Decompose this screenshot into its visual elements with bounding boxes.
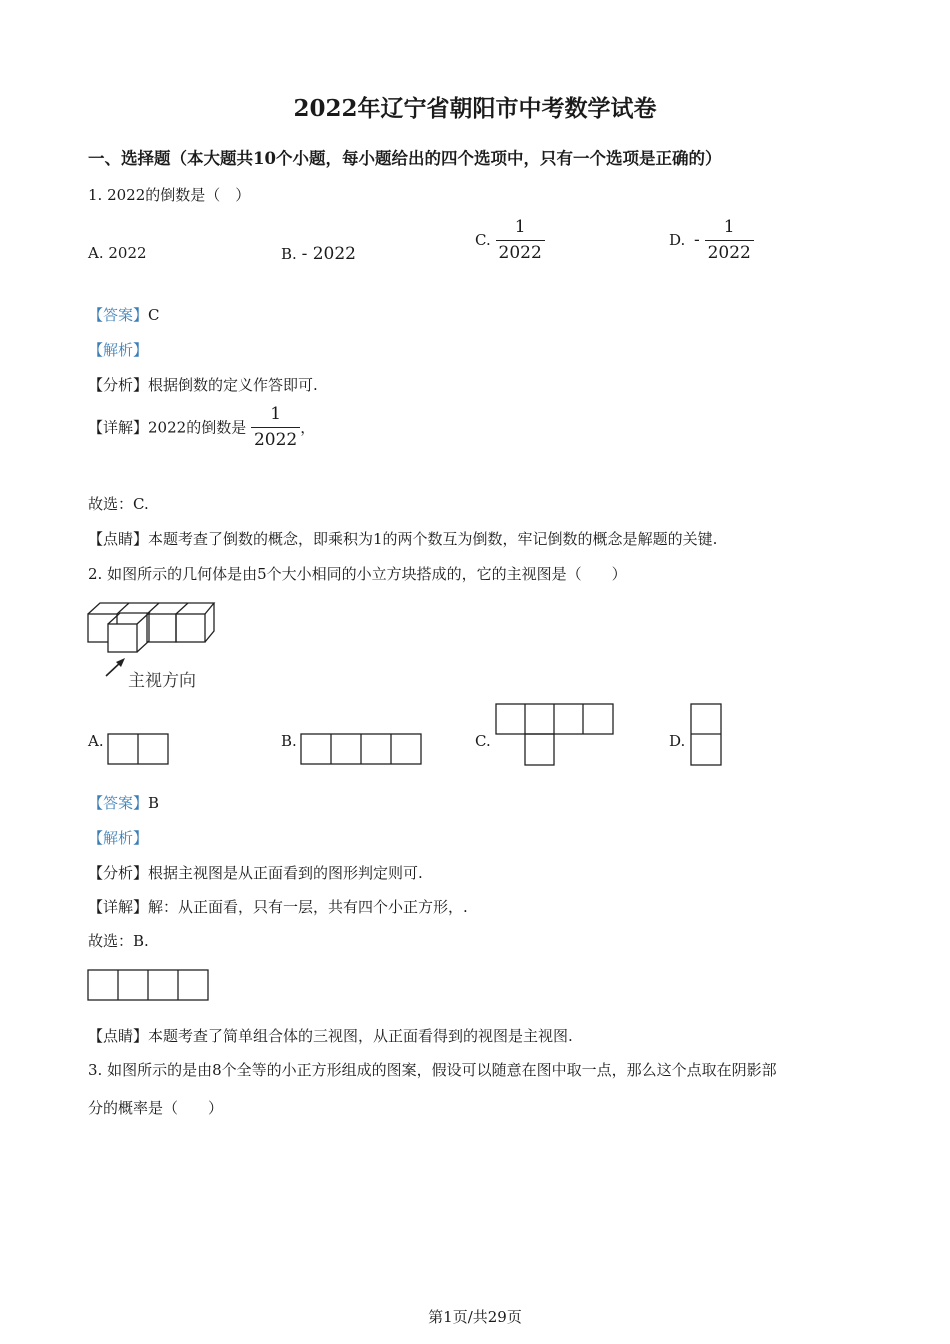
dianjing-tag: 【点睛】 [88, 1027, 149, 1045]
q2-fenxi [88, 862, 423, 883]
q2-answer [88, 792, 159, 813]
fraction-denominator: 2022 [496, 240, 545, 263]
answer-tag: 【答案】 [88, 794, 149, 812]
fraction-numerator: 1 [514, 217, 526, 237]
q2-option-c-figure [493, 702, 617, 768]
fraction-denominator: 2022 [705, 240, 754, 263]
q1-option-b-label: B. [281, 245, 297, 263]
fenxi-text: 根据倒数的定义作答即可. [148, 376, 318, 394]
cube-back-row [88, 603, 214, 642]
q1-option-c-label: C. [475, 231, 491, 249]
q2-option-a-figure [106, 732, 170, 766]
q1-answer [88, 304, 160, 325]
fraction-denominator: 2022 [251, 427, 300, 450]
q3-stem-line2: 分的概率是（ ） [88, 1099, 224, 1117]
dianjing-text: 本题考查了简单组合体的三视图，从正面看得到的视图是主视图. [148, 1027, 573, 1045]
fenxi-tag: 【分析】 [88, 864, 149, 882]
page-footer: 第1页/共29页 [428, 1308, 522, 1326]
q2-solution-figure [86, 968, 210, 1002]
fenxi-text: 根据主视图是从正面看到的图形判定则可. [148, 864, 423, 882]
dianjing-tag: 【点睛】 [88, 530, 149, 548]
detail-fraction [251, 404, 300, 450]
q2-option-b-label: B. [281, 732, 297, 750]
section-heading: 一、选择题（本大题共10个小题，每小题给出的四个选项中，只有一个选项是正确的） [88, 149, 722, 168]
q2-analysis-tag: 【解析】 [88, 829, 149, 847]
q2-option-d-figure [689, 702, 725, 768]
fraction-numerator: 1 [723, 217, 735, 237]
detail-tag: 【详解】 [88, 898, 149, 916]
dianjing-text: 本题考查了倒数的概念，即乘积为1的两个数互为倒数，牢记倒数的概念是解题的关键. [148, 530, 718, 548]
detail-suffix: ， [300, 418, 316, 437]
q1-option-b [281, 244, 356, 264]
cube-front [108, 613, 149, 652]
detail-tag: 【详解】 [88, 418, 149, 437]
q2-option-d-label: D. [669, 732, 686, 750]
q2-option-c-label: C. [475, 732, 491, 750]
q2-choice: 故选：B. [88, 932, 149, 950]
q2-detail [88, 896, 468, 917]
view-direction-label: 主视方向 [128, 671, 196, 691]
answer-value: C [148, 306, 160, 324]
detail-text: 2022的倒数是 [148, 418, 247, 437]
q1-analysis-tag: 【解析】 [88, 341, 149, 359]
q1-option-d-sign: - [694, 230, 700, 250]
q1-option-d [669, 217, 754, 263]
page-title: 2022年辽宁省朝阳市中考数学试卷 [293, 95, 657, 122]
q1-option-c [475, 217, 545, 263]
q1-option-b-value: - 2022 [301, 244, 356, 264]
q1-option-d-label: D. [669, 231, 686, 249]
q1-option-c-fraction [496, 217, 545, 263]
q2-option-a-label: A. [88, 732, 104, 750]
fenxi-tag: 【分析】 [88, 376, 149, 394]
q1-dianjing [88, 528, 717, 549]
q1-detail [88, 404, 315, 450]
q3-stem-line1: 3. 如图所示的是由8个全等的小正方形组成的图案，假设可以随意在图中取一点，那么这个点取在阴影部 [88, 1061, 777, 1079]
q2-dianjing [88, 1025, 573, 1046]
q1-fenxi [88, 374, 318, 395]
q1-option-d-fraction [705, 217, 754, 263]
q2-option-b-figure [299, 732, 423, 766]
detail-text: 解：从正面看，只有一层，共有四个小正方形，. [148, 898, 468, 916]
fraction-numerator: 1 [270, 404, 282, 424]
q1-choice: 故选：C. [88, 495, 149, 513]
q2-stem: 2. 如图所示的几何体是由5个大小相同的小立方块搭成的，它的主视图是（ ） [88, 565, 627, 583]
q1-option-a: A. 2022 [88, 244, 147, 262]
q1-stem: 1. 2022的倒数是（ ） [88, 186, 251, 204]
answer-tag: 【答案】 [88, 306, 149, 324]
answer-value: B [148, 794, 160, 812]
